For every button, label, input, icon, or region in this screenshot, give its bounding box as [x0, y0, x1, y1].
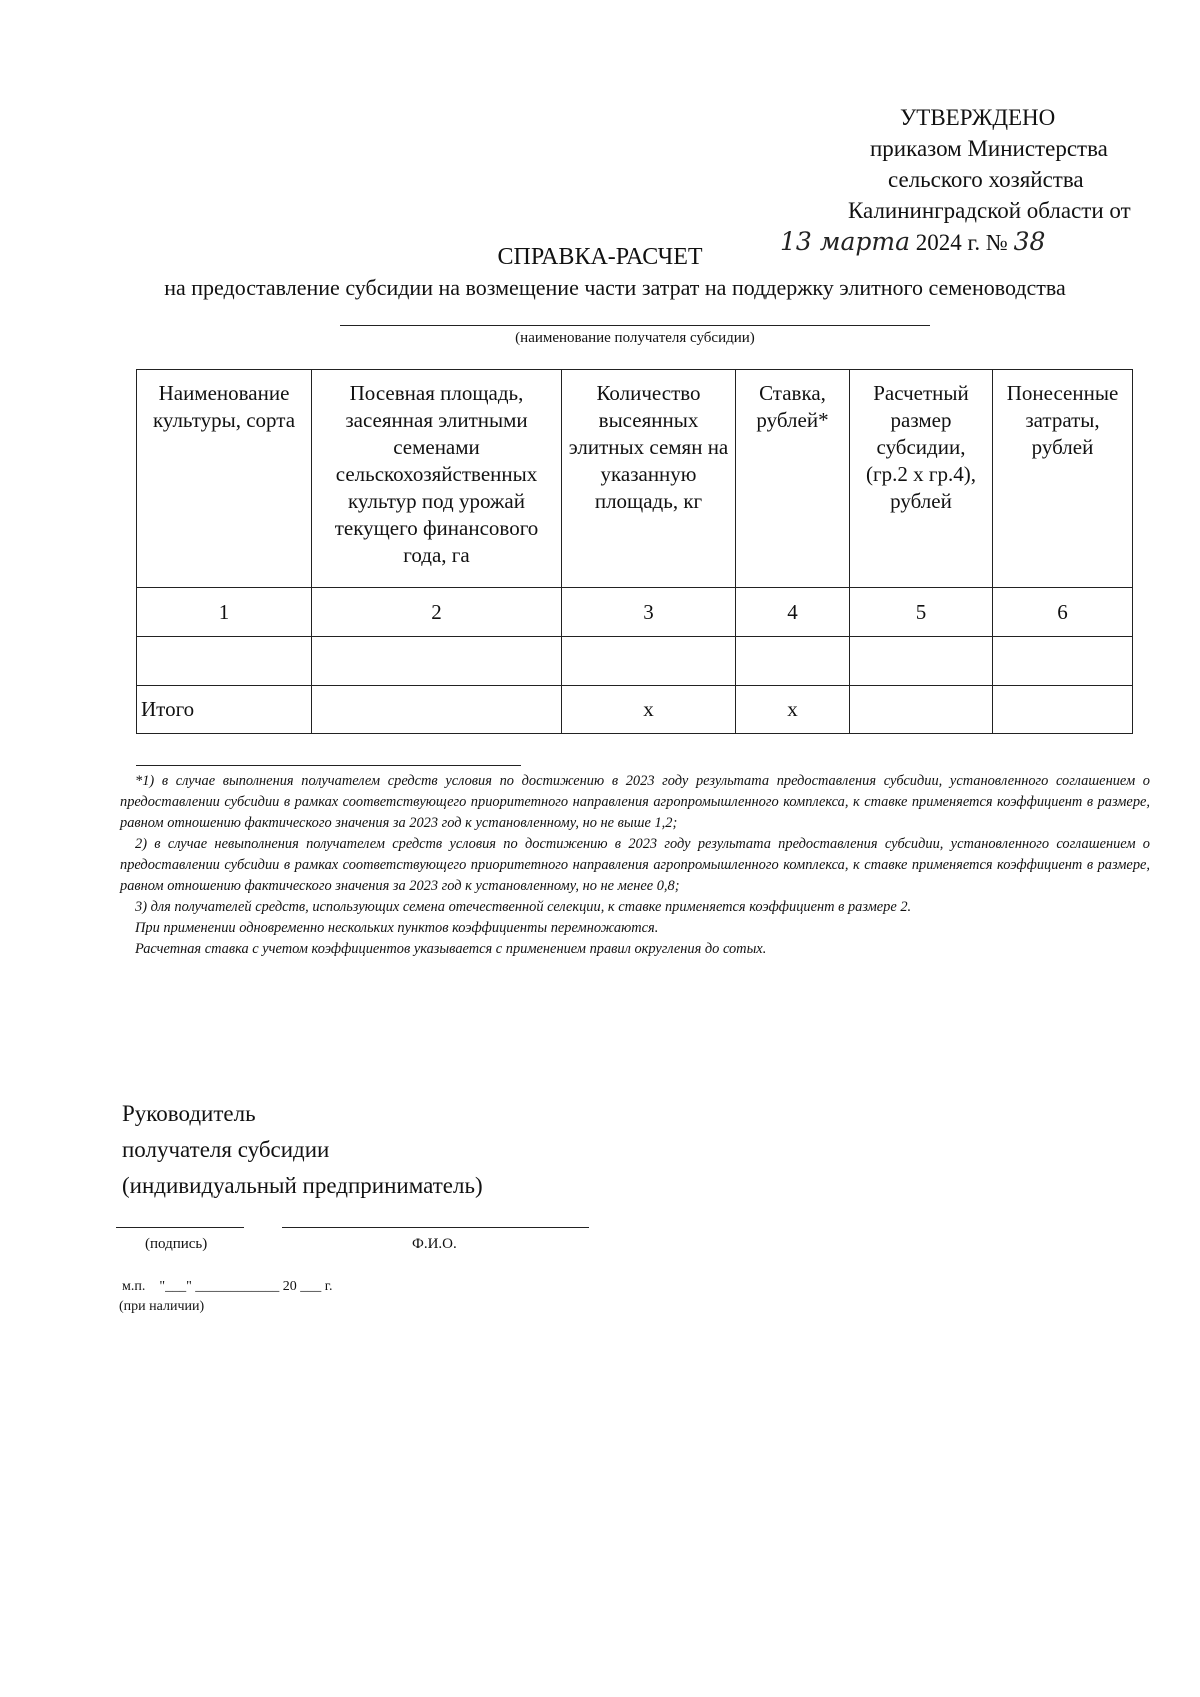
column-number: 6 [993, 588, 1133, 637]
approval-ministry-line: сельского хозяйства [888, 167, 1084, 192]
header-cell-seed-quantity: Количество высеянных элитных семян на указанную площадь, кг [562, 370, 736, 588]
table-cell [137, 637, 312, 686]
table-cell [312, 637, 562, 686]
footnote-2: 2) в случае невыполнения получателем средств условия по достижению в 2023 году результата предоставления субсидии, установленного соглашением о предоставлении субсидии в рамках соответствующего приоритетного направления агропромышленного комплекса, к ставке применяется коэффициент в размере, равном отношению фактического значения за 2023 год к установленному, но не менее 0,8; [120, 836, 1150, 894]
signature-caption: (подпись) [145, 1236, 208, 1252]
signer-org: получателя субсидии [122, 1137, 330, 1162]
document-title: СПРАВКА-РАСЧЕТ [497, 244, 703, 270]
signer-title: Руководитель [122, 1101, 256, 1126]
footnote-1: *1) в случае выполнения получателем средств условия по достижению в 2023 году результата предоставления субсидии, установленного соглашением о предоставлении субсидии в рамках соответствующего приоритетного направления агропромышленного комплекса, к ставке применяется коэффициент в размере, равном отношению фактического значения за 2023 год к установленному, но не выше 1,2; [120, 773, 1150, 831]
column-number-row [137, 588, 1133, 637]
printed-date: 2024 г. № [915, 230, 1008, 255]
total-cell: x [562, 686, 736, 734]
total-cell: x [736, 686, 850, 734]
total-label: Итого [137, 686, 312, 734]
recipient-caption: (наименование получателя субсидии) [515, 330, 755, 346]
signature-line [116, 1227, 244, 1228]
total-cell [993, 686, 1133, 734]
fio-line [282, 1227, 589, 1228]
column-number: 3 [562, 588, 736, 637]
column-number: 4 [736, 588, 850, 637]
table-cell [993, 637, 1133, 686]
table-row [137, 637, 1133, 686]
total-row [137, 686, 1133, 734]
signer-block [122, 1096, 483, 1204]
handwritten-date: 13 марта [780, 227, 911, 256]
column-number: 1 [137, 588, 312, 637]
stamp-note: (при наличии) [119, 1299, 205, 1314]
column-number: 2 [312, 588, 562, 637]
table-header-row [137, 370, 1133, 588]
table-cell [850, 637, 993, 686]
footnote-4: При применении одновременно нескольких пунктов коэффициенты перемножаются. [135, 920, 659, 936]
table-cell [562, 637, 736, 686]
header-cell-area: Посевная площадь, засеянная элитными семенами сельскохозяйственных культур под урожай текущего финансового года, га [312, 370, 562, 588]
header-cell-costs: Понесенные затраты, рублей [993, 370, 1133, 588]
total-cell [312, 686, 562, 734]
calculation-table [136, 369, 1133, 734]
approval-order-line: приказом Министерства [870, 136, 1108, 161]
total-cell [850, 686, 993, 734]
stamp-date-line: м.п. "___" ____________ 20 ___ г. [122, 1279, 333, 1294]
header-cell-crop: Наименование культуры, сорта [137, 370, 312, 588]
fio-caption: Ф.И.О. [412, 1236, 457, 1252]
footnote-divider [136, 765, 521, 766]
signer-type: (индивидуальный предприниматель) [122, 1173, 483, 1198]
footnotes [120, 771, 1150, 960]
table-cell [736, 637, 850, 686]
document-subtitle: на предоставление субсидии на возмещение части затрат на поддержку элитного семеноводства [164, 275, 1066, 300]
footnote-3: 3) для получателей средств, использующих семена отечественной селекции, к ставке применяется коэффициент в размере 2. [135, 899, 912, 915]
recipient-name-line [340, 325, 930, 326]
header-cell-rate: Ставка, рублей* [736, 370, 850, 588]
approval-region-line: Калининградской области от [848, 198, 1131, 223]
handwritten-number: 38 [1013, 227, 1046, 256]
header-cell-subsidy-size: Расчетный размер субсидии, (гр.2 х гр.4), рублей [850, 370, 993, 588]
column-number: 5 [850, 588, 993, 637]
approval-heading: УТВЕРЖДЕНО [900, 105, 1056, 130]
approval-block [780, 102, 1190, 258]
footnote-5: Расчетная ставка с учетом коэффициентов указывается с применением правил округления до сотых. [135, 941, 767, 957]
